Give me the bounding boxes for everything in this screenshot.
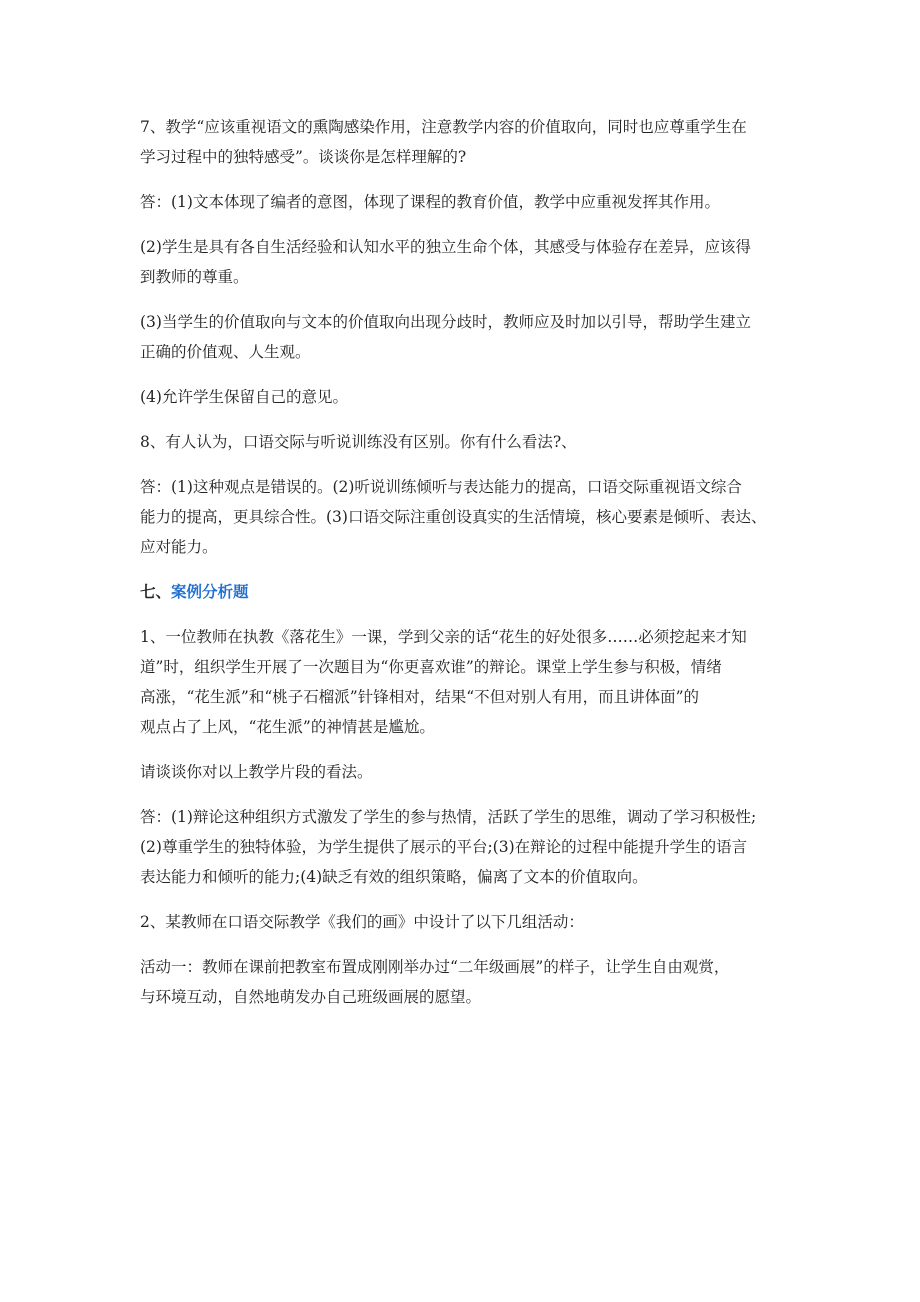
q8-question [140,427,800,457]
text-line: 高涨，“花生派”和“桃子石榴派”针锋相对，结果“不但对别人有用，而且讲体面”的 [140,688,700,706]
q7-answer-1 [140,187,800,217]
text-line: 应对能力。 [140,538,218,556]
section-number: 七、 [140,583,172,601]
text-line: 观点占了上风，“花生派”的神情甚是尴尬。 [140,718,435,736]
text-line: 道”时，组织学生开展了一次题目为“你更喜欢谁”的辩论。课堂上学生参与积极，情绪 [140,658,722,676]
text-line: 2、某教师在口语交际教学《我们的画》中设计了以下几组活动： [140,913,584,931]
text-line: 与环境互动，自然地萌发办自己班级画展的愿望。 [140,988,482,1006]
case2-activity-1 [140,952,800,1012]
text-line: 请谈谈你对以上教学片段的看法。 [140,763,373,781]
text-line: (4)允许学生保留自己的意见。 [140,388,348,406]
text-line: 1、一位教师在执教《落花生》一课，学到父亲的话“花生的好处很多……必须挖起来才知 [140,628,747,646]
case1-answer [140,802,800,892]
text-line: 答：(1)文本体现了编者的意图，体现了课程的教育价值，教学中应重视发挥其作用。 [140,193,720,211]
q8-answer [140,472,800,562]
q7-answer-2 [140,232,800,292]
text-line: 8、有人认为，口语交际与听说训练没有区别。你有什么看法?、 [140,433,577,451]
case2-text [140,907,800,937]
text-line: (2)尊重学生的独特体验，为学生提供了展示的平台;(3)在辩论的过程中能提升学生的语言 [140,838,748,856]
text-line: 答：(1)辩论这种组织方式激发了学生的参与热情，活跃了学生的思维，调动了学习积极性; [140,808,757,826]
q7-question [140,112,800,172]
text-line: 到教师的尊重。 [140,268,249,286]
text-line: 正确的价值观、人生观。 [140,343,311,361]
text-line: (3)当学生的价值取向与文本的价值取向出现分歧时，教师应及时加以引导，帮助学生建立 [140,313,751,331]
text-line: (2)学生是具有各自生活经验和认知水平的独立生命个体，其感受与体验存在差异，应该得 [140,238,751,256]
case1-text [140,622,800,742]
text-line: 7、教学“应该重视语文的熏陶感染作用，注意教学内容的价值取向，同时也应尊重学生在 [140,118,747,136]
q7-answer-3 [140,307,800,367]
text-line: 能力的提高，更具综合性。(3)口语交际注重创设真实的生活情境，核心要素是倾听、表达、 [140,508,767,526]
text-line: 学习过程中的独特感受”。谈谈你是怎样理解的? [140,148,467,166]
document-content [140,112,800,1027]
section-title: 案例分析题 [171,583,249,601]
text-line: 答：(1)这种观点是错误的。(2)听说训练倾听与表达能力的提高，口语交际重视语文综合 [140,478,742,496]
text-line: 表达能力和倾听的能力;(4)缺乏有效的组织策略，偏离了文本的价值取向。 [140,868,648,886]
q7-answer-4 [140,382,800,412]
section-heading [140,577,800,607]
case1-prompt [140,757,800,787]
text-line: 活动一：教师在课前把教室布置成刚刚举办过“二年级画展”的样子，让学生自由观赏， [140,958,730,976]
